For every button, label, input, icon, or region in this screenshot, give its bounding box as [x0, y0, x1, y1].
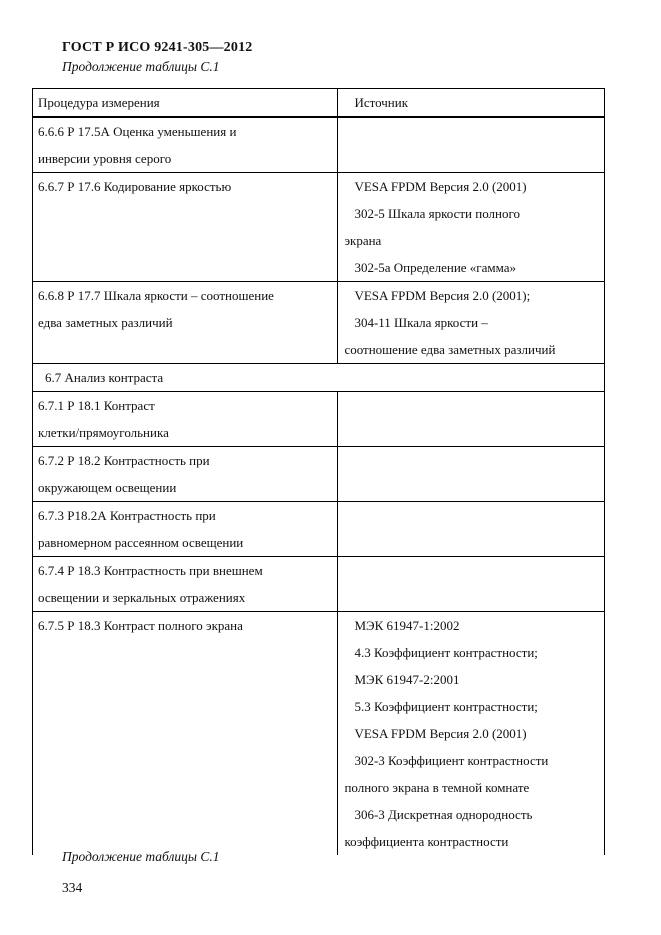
table-row	[33, 612, 605, 856]
table-header-row	[33, 89, 605, 118]
table-row	[33, 447, 605, 502]
table-row	[33, 392, 605, 447]
footer-continuation-caption: Продолжение таблицы С.1	[62, 849, 220, 864]
header-source: Источник	[338, 89, 605, 118]
table-row	[33, 557, 605, 612]
source-cell: VESA FPDM Версия 2.0 (2001); 304-11 Шкала яркости – соотношение едва заметных различий	[338, 282, 605, 364]
table-row	[33, 117, 605, 173]
procedure-cell: 6.7.1 Р 18.1 Контраст клетки/прямоугольника	[33, 392, 338, 447]
source-cell: VESA FPDM Версия 2.0 (2001) 302-5 Шкала яркости полного экрана 302-5а Определение «гамма»	[338, 173, 605, 282]
source-cell	[338, 557, 605, 612]
table-row	[33, 282, 605, 364]
section-row	[33, 364, 605, 392]
source-cell: МЭК 61947-1:2002 4.3 Коэффициент контрастности; МЭК 61947-2:2001 5.3 Коэффициент контрастности; VESA FPDM Версия 2.0 (2001) 302-3 Коэффициент контрастности полного экрана в темной комнате 306-3 Дискретная однородность коэффициента контрастности	[338, 612, 605, 856]
standard-title: ГОСТ Р ИСО 9241-305—2012	[62, 40, 253, 55]
source-cell	[338, 392, 605, 447]
measurement-table	[32, 88, 605, 855]
section-title: 6.7 Анализ контраста	[33, 364, 605, 392]
header-procedure: Процедура измерения	[33, 89, 338, 118]
table-row	[33, 173, 605, 282]
procedure-cell: 6.7.5 Р 18.3 Контраст полного экрана	[33, 612, 338, 856]
procedure-cell: 6.7.3 Р18.2А Контрастность при равномерном рассеянном освещении	[33, 502, 338, 557]
procedure-cell: 6.6.7 Р 17.6 Кодирование яркостью	[33, 173, 338, 282]
procedure-cell: 6.7.4 Р 18.3 Контрастность при внешнем освещении и зеркальных отражениях	[33, 557, 338, 612]
table-row	[33, 502, 605, 557]
procedure-cell: 6.6.6 Р 17.5А Оценка уменьшения и инверсии уровня серого	[33, 117, 338, 173]
source-cell	[338, 117, 605, 173]
source-cell	[338, 502, 605, 557]
table-continuation-caption: Продолжение таблицы С.1	[62, 59, 220, 74]
procedure-cell: 6.6.8 Р 17.7 Шкала яркости – соотношение едва заметных различий	[33, 282, 338, 364]
page-number: 334	[62, 880, 83, 895]
source-cell	[338, 447, 605, 502]
procedure-cell: 6.7.2 Р 18.2 Контрастность при окружающем освещении	[33, 447, 338, 502]
